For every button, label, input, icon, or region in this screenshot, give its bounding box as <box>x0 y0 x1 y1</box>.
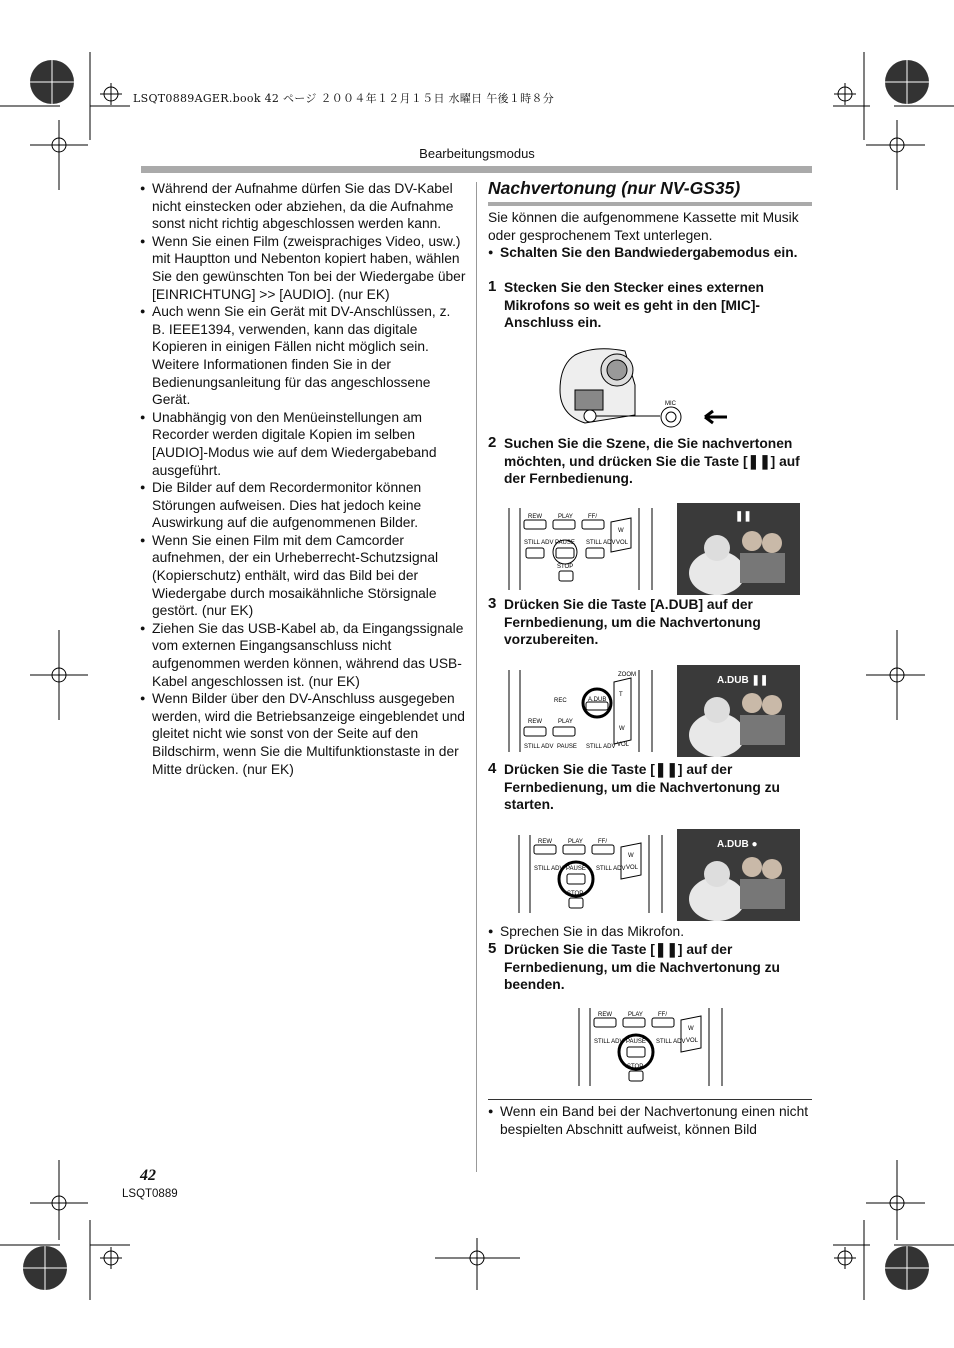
remote-pause-end-illustration <box>576 1008 726 1088</box>
adub-pause-indicator: A.DUB ❚❚ <box>717 675 769 686</box>
step-2 <box>488 435 812 488</box>
step-text: Drücken Sie die Taste [❚❚] auf der Fernbedienung, um die Nachvertonung zu beenden. <box>504 942 780 993</box>
svg-text:PAUSE: PAUSE <box>566 866 586 872</box>
step-number: 4 <box>488 760 497 777</box>
svg-text:REW: REW <box>528 719 542 725</box>
svg-text:STOP: STOP <box>557 564 574 570</box>
svg-text:STILL ADV: STILL ADV <box>656 1039 686 1045</box>
left-column <box>140 180 466 778</box>
step-number: 5 <box>488 940 497 957</box>
svg-text:A.DUB: A.DUB <box>588 697 607 703</box>
svg-text:FF/: FF/ <box>598 839 607 845</box>
footnote-bullet: ● Wenn ein Band bei der Nachvertonung einen nicht bespielten Abschnitt aufweist, können Bild <box>488 1103 812 1138</box>
svg-text:STILL ADV: STILL ADV <box>524 540 554 546</box>
step-text: Suchen Sie die Szene, die Sie nachvertonen möchten, und drücken Sie die Taste [❚❚] auf der Fernbedienung. <box>504 436 800 487</box>
remote-pause-start-illustration <box>516 835 666 915</box>
svg-text:STILL ADV: STILL ADV <box>534 866 564 872</box>
svg-text:PLAY: PLAY <box>558 719 573 725</box>
document-code: LSQT0889 <box>122 1188 178 1200</box>
svg-text:STILL ADV: STILL ADV <box>596 866 626 872</box>
svg-text:STILL ADV: STILL ADV <box>586 744 616 750</box>
header-rule <box>141 166 812 173</box>
heading-rule <box>488 202 812 206</box>
note-bullet: ● Wenn Sie einen Film mit dem Camcorder aufnehmen, der ein Urheberrecht-Schutzsignal (Kopierschutz) enthält, wird das Bild bei der Wiedergabe durch mosaikähnliche Störsignale gestört. (nur EK) <box>140 532 466 620</box>
svg-text:STOP: STOP <box>627 1064 644 1070</box>
note-bullet: ● Ziehen Sie das USB-Kabel ab, da Eingangssignale vom externen Eingangsanschluss nicht aufgenommen werden können, während das USB-Kabel angeschlossen ist. (nur EK) <box>140 620 466 690</box>
svg-text:STILL ADV: STILL ADV <box>586 540 616 546</box>
speak-block <box>488 923 812 941</box>
svg-text:PLAY: PLAY <box>558 514 573 520</box>
column-divider <box>476 182 477 1172</box>
svg-text:REW: REW <box>538 839 552 845</box>
svg-text:VOL: VOL <box>626 865 639 871</box>
svg-text:W: W <box>619 726 625 732</box>
print-header: LSQT0889AGER.book 42 ページ ２００４年１２月１５日 水曜日 午後１時８分 <box>133 92 555 105</box>
svg-text:W: W <box>618 528 624 534</box>
svg-text:VOL: VOL <box>686 1038 699 1044</box>
pre-step-bullet: ● Schalten Sie den Bandwiedergabemodus ein. <box>488 244 812 262</box>
svg-text:VOL: VOL <box>616 540 629 546</box>
svg-text:STILL ADV: STILL ADV <box>594 1039 624 1045</box>
note-bullet: ● Während der Aufnahme dürfen Sie das DV-Kabel nicht einstecken oder abziehen, da die Aufnahme sonst nicht richtig abgeschlossen werden kann. <box>140 180 466 233</box>
svg-text:PAUSE: PAUSE <box>555 540 575 546</box>
playback-photo <box>677 503 800 595</box>
intro-text: Sie können die aufgenommene Kassette mit Musik oder gesprochenem Text unterlegen. <box>488 210 799 243</box>
svg-text:T: T <box>619 692 623 698</box>
footnote-block <box>488 1103 812 1138</box>
svg-text:VOL: VOL <box>617 742 630 748</box>
note-bullet: ● Wenn Bilder über den DV-Anschluss ausgegeben werden, wird die Betriebsanzeige eingeblendet und gleitet nicht wie sonst von der Seite auf den Bildschirm, wenn Sie die Multifunktionstaste in der Mitte drücken. (nur EK) <box>140 690 466 778</box>
step-1 <box>488 279 812 332</box>
adub-recording-indicator: A.DUB ● <box>717 839 758 850</box>
svg-text:STILL ADV: STILL ADV <box>524 744 554 750</box>
svg-text:STOP: STOP <box>567 891 584 897</box>
remote-adub-illustration <box>506 670 656 755</box>
step-4 <box>488 761 812 814</box>
step-number: 1 <box>488 278 497 295</box>
svg-text:FF/: FF/ <box>658 1012 667 1018</box>
svg-text:PLAY: PLAY <box>628 1012 643 1018</box>
svg-text:PLAY: PLAY <box>568 839 583 845</box>
note-bullet: ● Wenn Sie einen Film (zweisprachiges Video, usw.) mit Hauptton und Nebenton kopiert haben, wählen Sie den gewünschten Ton bei der Wiedergabe über [EINRICHTUNG] >> [AUDIO]. (nur EK) <box>140 233 466 303</box>
page-number: 42 <box>140 1167 156 1184</box>
step-text: Drücken Sie die Taste [A.DUB] auf der Fernbedienung, um die Nachvertonung vorzubereiten. <box>504 597 761 648</box>
right-column-header <box>488 178 812 206</box>
svg-text:REW: REW <box>598 1012 612 1018</box>
section-heading: Nachvertonung (nur NV-GS35) <box>488 178 741 198</box>
svg-text:PAUSE: PAUSE <box>557 744 577 750</box>
camcorder-mic-illustration <box>555 345 735 430</box>
svg-text:W: W <box>688 1026 694 1032</box>
step-5 <box>488 941 812 994</box>
pause-indicator: ❚❚ <box>735 511 752 522</box>
mic-label: MIC <box>665 401 676 407</box>
note-bullet: ● Die Bilder auf dem Recordermonitor können Störungen aufweisen. Dies hat jedoch keine Auswirkung auf die aufgenommenen Bilder. <box>140 479 466 532</box>
svg-text:ZOOM: ZOOM <box>618 672 636 678</box>
intro-block <box>488 209 812 262</box>
speak-bullet: ● Sprechen Sie in das Mikrofon. <box>488 923 812 941</box>
svg-text:PAUSE: PAUSE <box>626 1039 646 1045</box>
step-text: Drücken Sie die Taste [❚❚] auf der Fernbedienung, um die Nachvertonung zu starten. <box>504 762 780 813</box>
step-number: 2 <box>488 434 497 451</box>
adub-recording-photo <box>677 829 800 921</box>
note-bullet: ● Auch wenn Sie ein Gerät mit DV-Anschlüssen, z. B. IEEE1394, verwenden, kann das digitale Kopieren in einigen Fällen nicht möglich sein. Weitere Informationen finden Sie in der Bedienungsanleitung für das angeschlossene Gerät. <box>140 303 466 409</box>
section-title: Bearbeitungsmodus <box>419 146 535 161</box>
step-number: 3 <box>488 595 497 612</box>
svg-text:REW: REW <box>528 514 542 520</box>
adub-standby-photo <box>677 665 800 757</box>
step-text: Stecken Sie den Stecker eines externen Mikrofons so weit es geht in den [MIC]-Anschluss ein. <box>504 280 764 331</box>
svg-text:REC: REC <box>554 698 567 704</box>
step-3 <box>488 596 812 649</box>
remote-pause-illustration <box>506 508 656 593</box>
footnote-rule <box>488 1099 812 1100</box>
svg-text:W: W <box>628 853 634 859</box>
svg-text:FF/: FF/ <box>588 514 597 520</box>
note-bullet: ● Unabhängig von den Menüeinstellungen am Recorder werden digitale Kopien im selben [AUDIO]-Modus wie auf dem Wiedergabeband ausgeführt. <box>140 409 466 479</box>
